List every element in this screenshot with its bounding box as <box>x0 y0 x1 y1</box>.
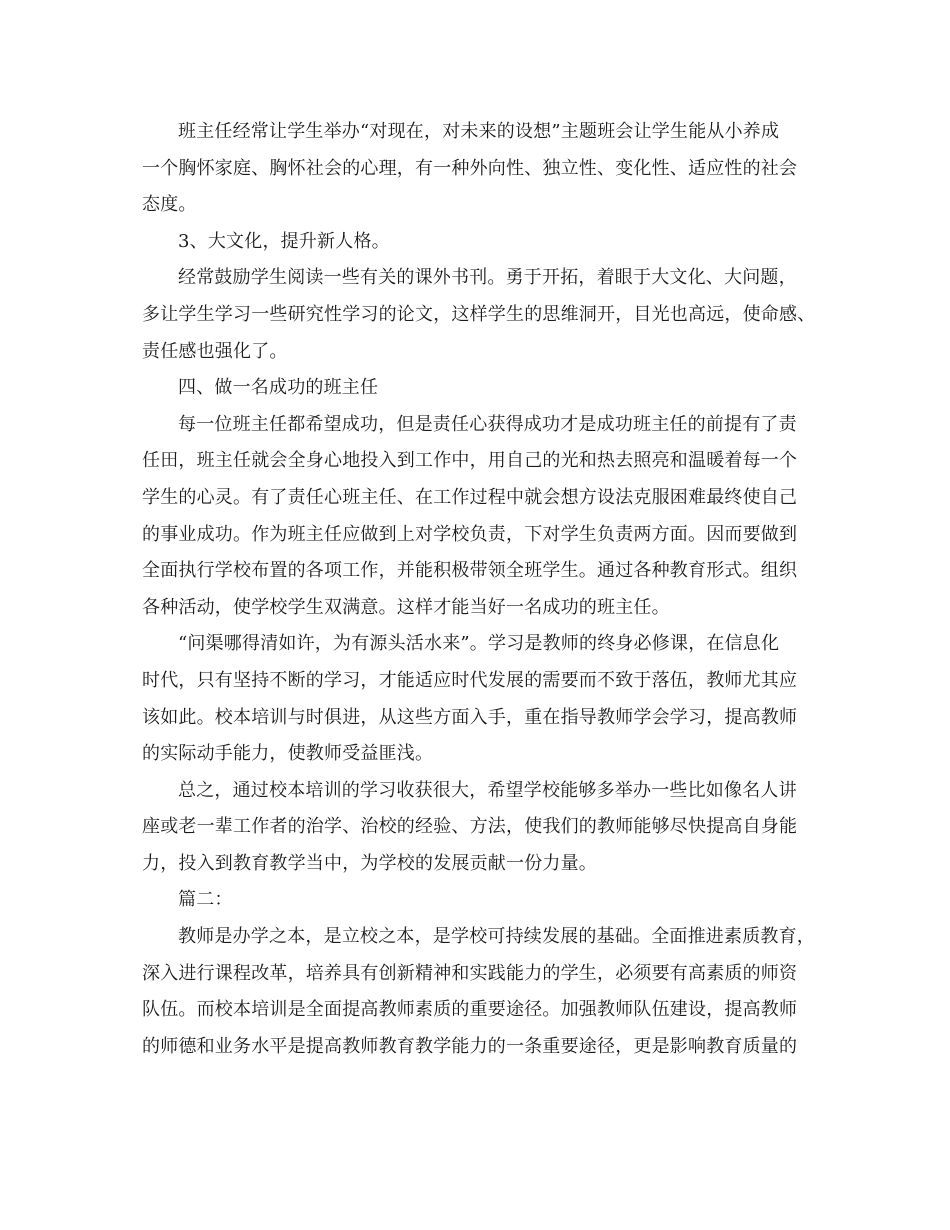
text-line: 的事业成功。作为班主任应做到上对学校负责，下对学生负责两方面。因而要做到 <box>142 523 798 545</box>
section-heading: 四、做一名成功的班主任 <box>178 377 379 399</box>
text-line: 各种活动，使学校学生双满意。这样才能当好一名成功的班主任。 <box>142 596 670 618</box>
text-line: “问渠哪得清如许，为有源头活水来”。学习是教师的终身必修课，在信息化 <box>178 633 780 655</box>
text-line: 座或老一辈工作者的治学、治校的经验、方法，使我们的教师能够尽快提高自身能 <box>142 816 798 838</box>
text-line: 班主任经常让学生举办“对现在，对未来的设想”主题班会让学生能从小养成 <box>178 121 780 142</box>
text-line: 教师是办学之本，是立校之本，是学校可持续发展的基础。全面推进素质教育， <box>178 926 815 948</box>
text-line: 学生的心灵。有了责任心班主任、在工作过程中就会想方设法克服困难最终使自己 <box>142 486 798 508</box>
section-heading: 3、大文化，提升新人格。 <box>178 230 390 252</box>
text-line: 力，投入到教育教学当中，为学校的发展贡献一份力量。 <box>142 852 597 874</box>
text-line: 每一位班主任都希望成功，但是责任心获得成功才是成功班主任的前提有了责 <box>178 413 797 435</box>
text-line: 深入进行课程改革，培养具有创新精神和实践能力的学生，必须要有高素质的师资 <box>142 962 798 984</box>
text-line: 总之，通过校本培训的学习收获很大，希望学校能够多举办一些比如像名人讲 <box>178 779 797 801</box>
text-line: 一个胸怀家庭、胸怀社会的心理，有一种外向性、独立性、变化性、适应性的社会 <box>142 157 798 179</box>
text-line: 责任感也强化了。 <box>142 340 288 362</box>
text-line: 任田，班主任就会全身心地投入到工作中，用自己的光和热去照亮和温暖着每一个 <box>142 450 798 472</box>
document-body <box>142 114 822 1065</box>
text-line: 的实际动手能力，使教师受益匪浅。 <box>142 743 434 765</box>
text-line: 该如此。校本培训与时俱进，从这些方面入手，重在指导教师学会学习，提高教师 <box>142 706 798 728</box>
text-line: 队伍。而校本培训是全面提高教师素质的重要途径。加强教师队伍建设，提高教师 <box>142 999 798 1021</box>
text-line: 经常鼓励学生阅读一些有关的课外书刊。勇于开拓，着眼于大文化、大问题， <box>178 267 797 289</box>
text-line: 的师德和业务水平是提高教师教育教学能力的一条重要途径，更是影响教育质量的 <box>142 1035 798 1057</box>
text-line: 全面执行学校布置的各项工作，并能积极带领全班学生。通过各种教育形式。组织 <box>142 560 798 582</box>
text-line: 时代，只有坚持不断的学习，才能适应时代发展的需要而不致于落伍，教师尤其应 <box>142 669 798 691</box>
text-line: 多让学生学习一些研究性学习的论文，这样学生的思维洞开，目光也高远，使命感、 <box>142 303 816 325</box>
text-line: 态度。 <box>142 194 197 216</box>
section-heading: 篇二： <box>178 889 233 911</box>
